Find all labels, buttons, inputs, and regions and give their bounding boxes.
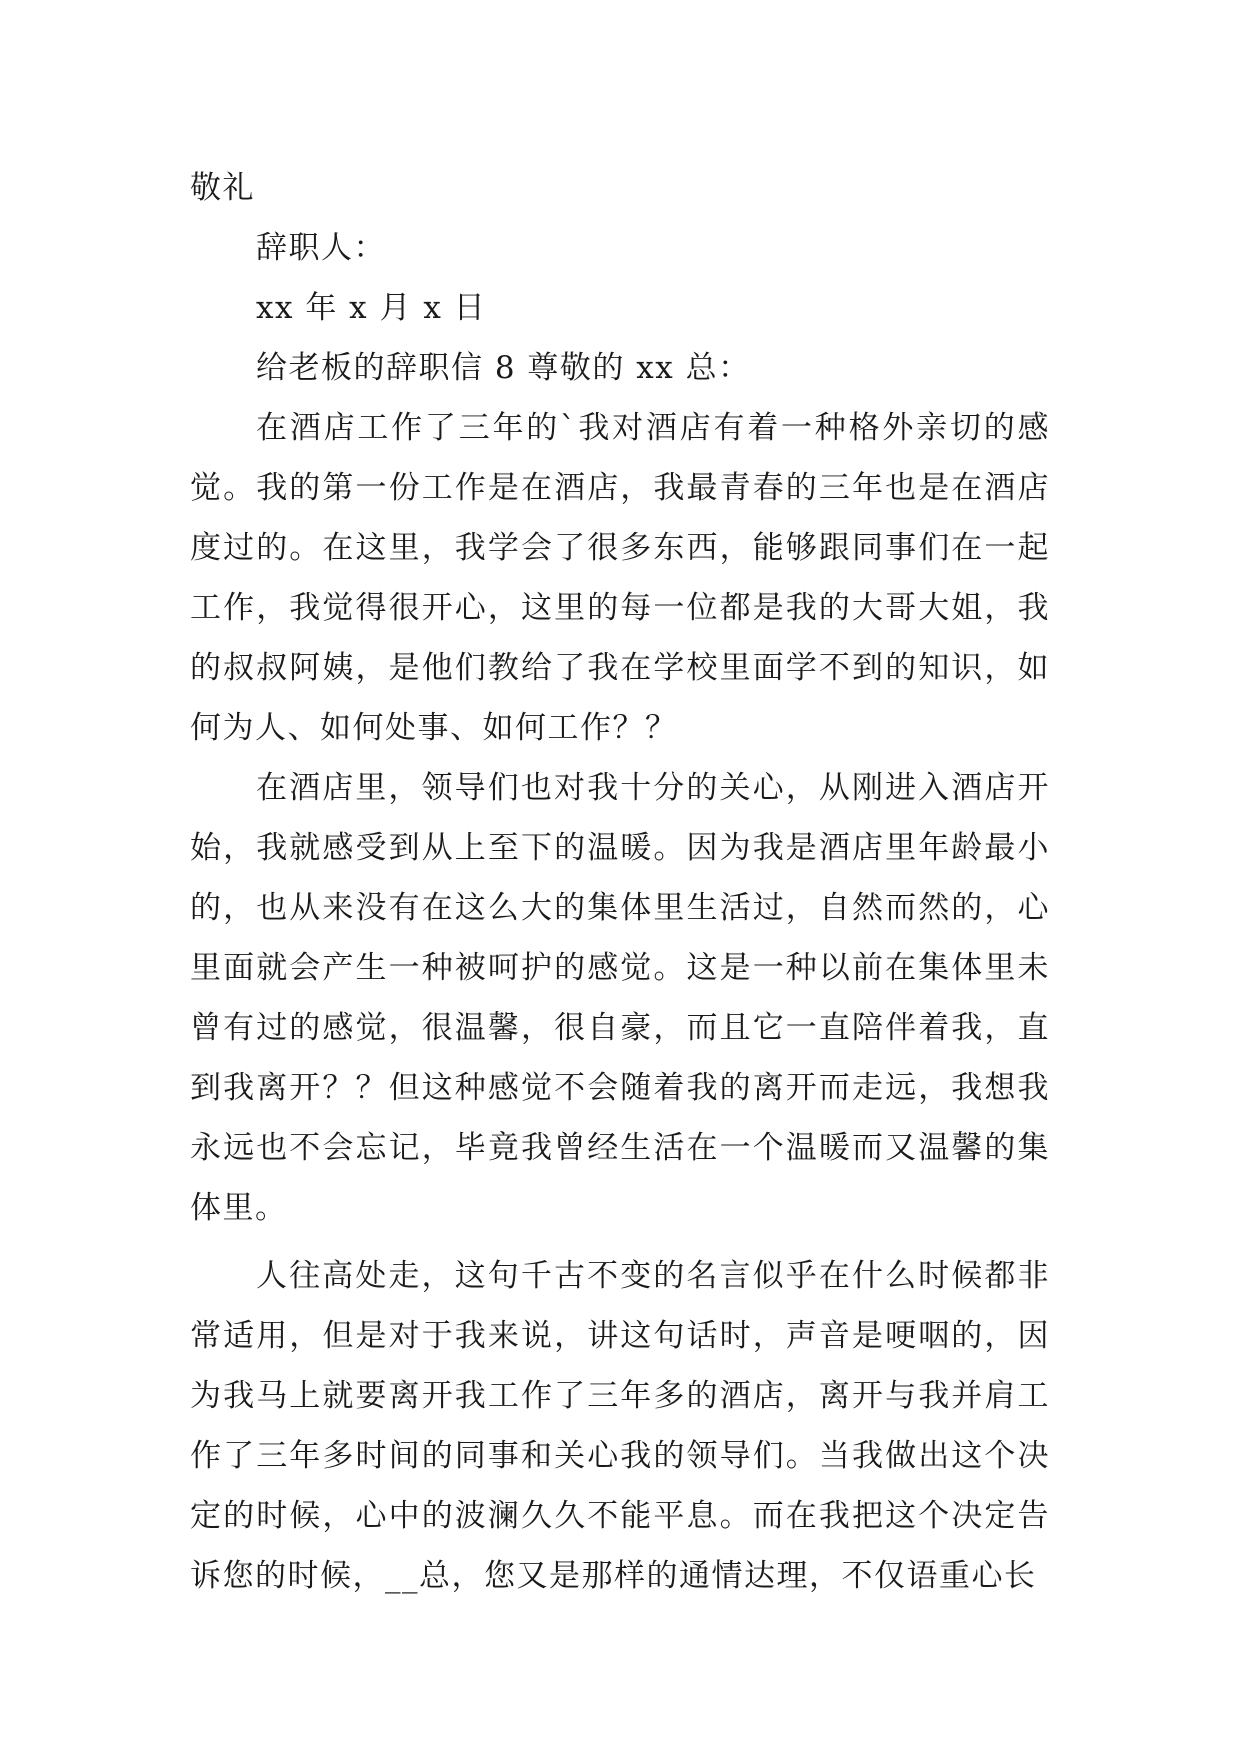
- paragraph-1: 在酒店工作了三年的`我对酒店有着一种格外亲切的感觉。我的第一份工作是在酒店，我最青春的三年也是在酒店度过的。在这里，我学会了很多东西，能够跟同事们在一起工作，我觉得很开心，这里的每一位都是我的大哥大姐，我的叔叔阿姨，是他们教给了我在学校里面学不到的知识，如何为人、如何处事、如何工作？？: [190, 410, 1050, 746]
- letter-heading: 给老板的辞职信 8 尊敬的 xx 总：: [256, 350, 751, 386]
- paragraph-3: 人往高处走，这句千古不变的名言似乎在什么时候都非常适用，但是对于我来说，讲这句话时，声音是哽咽的，因为我马上就要离开我工作了三年多的酒店，离开与我并肩工作了三年多时间的同事和关心我的领导们。当我做出这个决定的时候，心中的波澜久久不能平息。而在我把这个决定告诉您的时候，__总，您又是那样的通情达理，不仅语重心长: [190, 1258, 1050, 1594]
- date-line: xx 年 x 月 x 日: [256, 290, 487, 326]
- closing-text: 敬礼: [190, 170, 255, 206]
- paragraph-2: 在酒店里，领导们也对我十分的关心，从刚进入酒店开始，我就感受到从上至下的温暖。因为我是酒店里年龄最小的，也从来没有在这么大的集体里生活过，自然而然的，心里面就会产生一种被呵护的感觉。这是一种以前在集体里未曾有过的感觉，很温馨，很自豪，而且它一直陪伴着我，直到我离开？？但这种感觉不会随着我的离开而走远，我想我永远也不会忘记，毕竟我曾经生活在一个温暖而又温馨的集体里。: [190, 770, 1050, 1226]
- signer-label: 辞职人：: [256, 230, 386, 266]
- letter-body: [190, 158, 1050, 1606]
